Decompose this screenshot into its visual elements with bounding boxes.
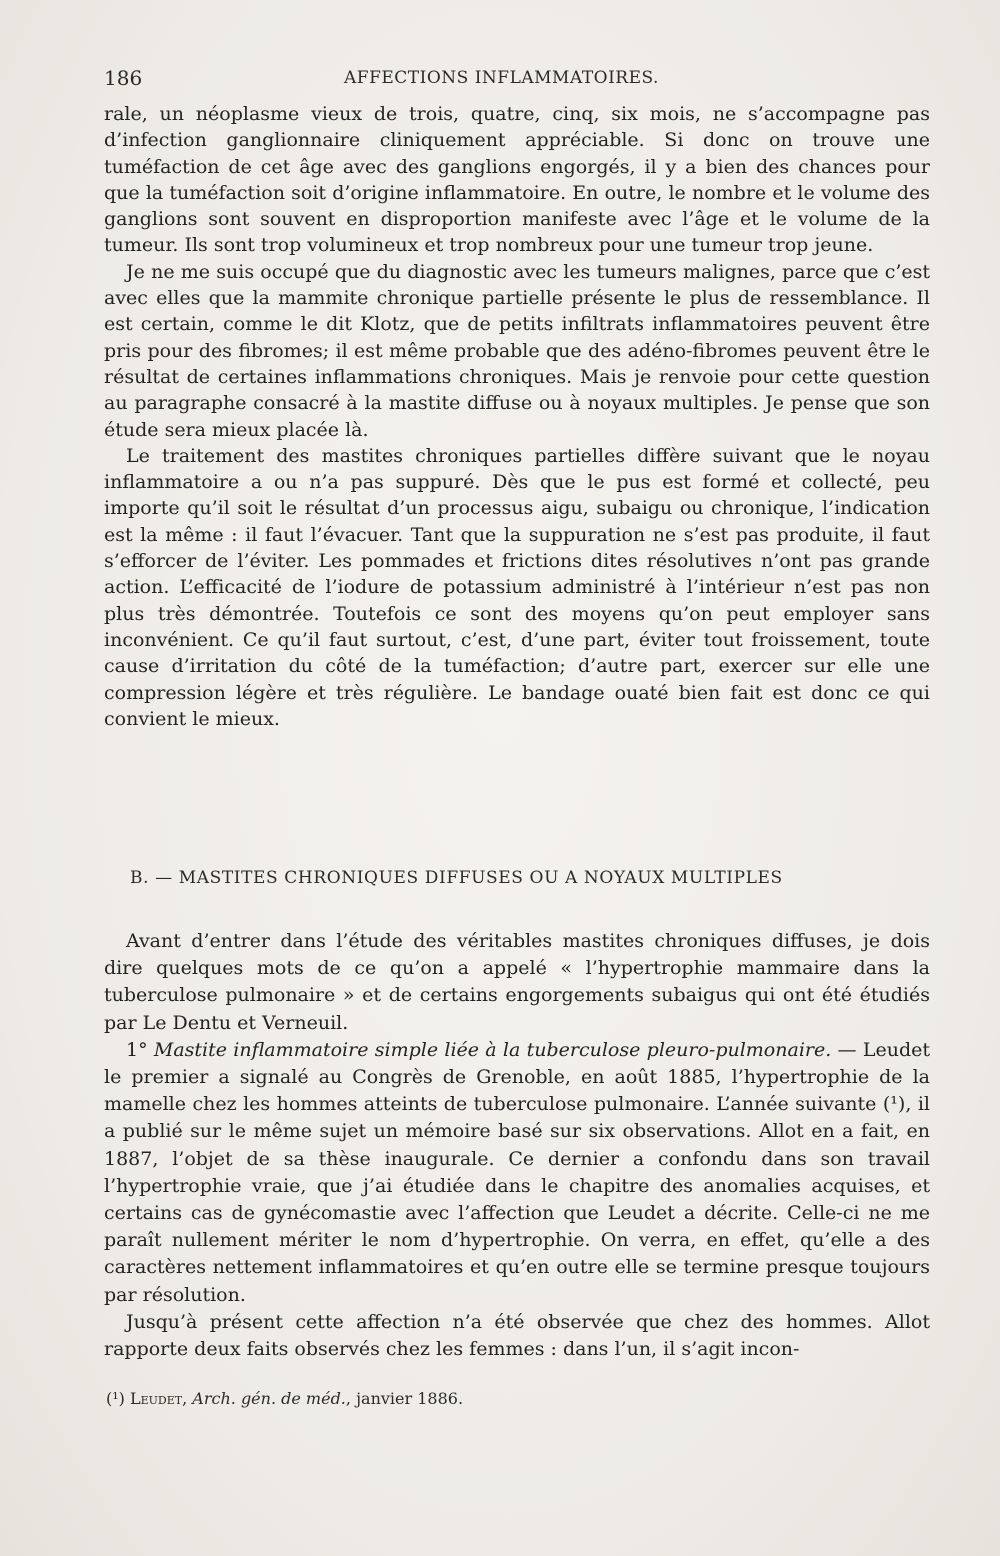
footnote-author: Leudet bbox=[130, 1389, 183, 1408]
paragraph: Avant d’entrer dans l’étude des véritables mastites chroniques diffuses, je dois dire quelques mots de ce qu’on a appelé « l’hypertrophie mammaire dans la tuberculose pulmonaire » et de certains engorgements subaigus qui ont été étudiés par Le Dentu et Verneuil. bbox=[104, 930, 930, 1034]
paragraph: Le traitement des mastites chroniques partielles diffère suivant que le noyau inflammatoire a ou n’a pas suppuré. Dès que le pus est formé et collecté, peu importe qu’il soit le résultat d’un processus aigu, subaigu ou chronique, l’indication est la même : il faut l’évacuer. Tant que la suppuration ne s’est pas produite, il faut s’efforcer de l’éviter. Les pommades et frictions dites résolutives n’ont pas grande action. L’efficacité de l’iodure de potassium administré à l’intérieur n’est pas non plus très démontrée. Toutefois ce sont des moyens qu’on peut employer sans inconvénient. Ce qu’il faut surtout, c’est, d’une part, éviter tout froissement, toute cause d’irritation du côté de la tuméfaction; d’autre part, exercer sur elle une compression légère et très régulière. Le bandage ouaté bien fait est donc ce qui convient le mieux. bbox=[104, 444, 930, 730]
paragraph: Jusqu’à présent cette affection n’a été observée que chez des hommes. Allot rapporte deux faits observés chez les femmes : dans l’un, il s’agit incon- bbox=[104, 1310, 930, 1361]
paragraph-numbered bbox=[104, 1037, 930, 1309]
body-text-top bbox=[104, 101, 930, 732]
page-header bbox=[104, 66, 930, 96]
paragraph: Je ne me suis occupé que du diagnostic avec les tumeurs malignes, parce que c’est avec elles que la mammite chronique partielle présente le plus de ressemblance. Il est certain, comme le dit Klotz, que de petits infiltrats inflammatoires peuvent être pris pour des fibromes; il est même probable que des adéno-fibromes peuvent être le résultat de certaines inflammations chroniques. Mais je renvoie pour cette question au paragraphe consacré à la mastite diffuse ou à noyaux multiples. Je pense que son étude sera mieux placée là. bbox=[104, 260, 930, 441]
footnote: (¹) Leudet, Arch. gén. de méd., janvier 1886. bbox=[106, 1389, 464, 1408]
subsection-title: Mastite inflammatoire simple liée à la tuberculose pleuro-pulmonaire. bbox=[153, 1038, 832, 1061]
footnote-marker: (¹) bbox=[106, 1389, 125, 1408]
paragraph-number: 1° bbox=[126, 1038, 148, 1061]
footnote-reference: (¹) bbox=[882, 1093, 906, 1116]
paragraph-text: , il a publié sur le même sujet un mémoire basé sur six observations. Allot en a fait, en 1887, l’objet de sa thèse inaugurale. Ce dernier a confondu dans son travail l’hypertrophie vraie, que j’ai étudiée dans le chapitre des anomalies acquises, et certains cas de gynécomastie avec l’affection que Leudet a décrite. Celle-ci ne me paraît nullement mériter le nom d’hypertrophie. On verra, en effet, qu’elle a des caractères nettement inflammatoires et qu’en outre elle se termine presque toujours par résolution. bbox=[104, 1093, 931, 1306]
page-number: 186 bbox=[104, 66, 143, 90]
section-heading: B. — MASTITES CHRONIQUES DIFFUSES OU A NOYAUX MULTIPLES bbox=[130, 868, 783, 888]
paragraph-text: — Leudet le premier a signalé au Congrès de Grenoble, en août 1885, l’hypertrophie de la mamelle chez les hommes atteints de tuberculose pulmonaire. L’année suivante bbox=[104, 1038, 930, 1116]
paragraph: rale, un néoplasme vieux de trois, quatre, cinq, six mois, ne s’accompagne pas d’infection ganglionnaire cliniquement appréciable. Si donc on trouve une tuméfaction de cet âge avec des ganglions engorgés, il y a bien des chances pour que la tuméfaction soit d’origine inflammatoire. En outre, le nombre et le volume des ganglions sont souvent en disproportion manifeste avec l’âge et le volume de la tumeur. Ils sont trop volumineux et trop nombreux pour une tumeur trop jeune. bbox=[104, 103, 930, 257]
body-text-bottom bbox=[104, 928, 930, 1363]
running-head: AFFECTIONS INFLAMMATOIRES. bbox=[344, 68, 659, 88]
footnote-journal: Arch. gén. de méd. bbox=[192, 1389, 346, 1408]
footnote-date: , janvier 1886. bbox=[345, 1389, 464, 1408]
